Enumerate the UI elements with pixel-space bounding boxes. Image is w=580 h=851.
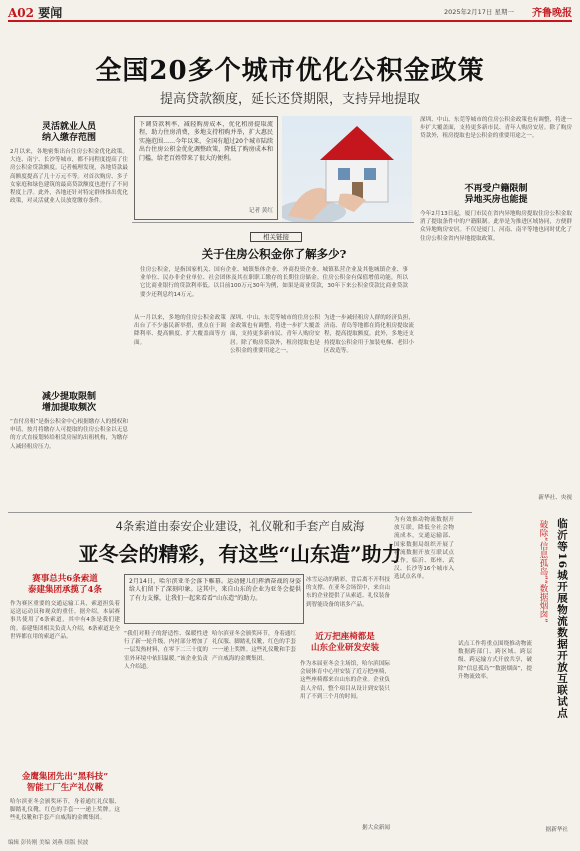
house-model-photo — [282, 116, 412, 222]
second-col4-byline: 据大众新闻 — [362, 825, 390, 831]
masthead-rule — [8, 20, 572, 22]
second-col1-heading-2: 金鹰集团先出“黑科技” 智能工厂生产礼仪靴 — [21, 772, 109, 793]
lead-col1-heading: 灵活就业人员 纳入缴存范围 — [41, 122, 96, 143]
lead-headline: 全国20多个城市优化公积金政策 — [95, 56, 485, 86]
lead-col5-heading: 不再受户籍限制 异地买房也能提 — [464, 184, 528, 205]
sidebar-col1-body: 为有效推动物流数据开放互联，降低全社会物流成本，交通运输部、国家数据局组织开展了物流数据开放互联试点工作，临沂、郑州、武汉、长沙等16个城市入选试点名单。 — [394, 517, 454, 581]
issue-date: 2025年2月17日 星期一 — [443, 8, 514, 16]
second-col2-body: 冰雪运动的精彩，背后离不开科技的支撑。在亚冬会场馆中，来自山东的企业提供了从索道、礼仪装备到智能设备的诸多产品。 — [306, 577, 390, 608]
lead-col5-body-top: 深圳、中山、东莞等城市的住房公积金政策也有调整，将进一步扩大覆盖面，支持更多新市民、青年人购房安居。除了购房贷款外，租房提取也是公积金的重要用途之一。 — [420, 117, 572, 140]
newspaper-logo: 齐鲁晚报 — [532, 8, 572, 19]
second-col3b-body: 哈尔滨亚冬会颁奖环节，身着通红礼仪服、脚踏礼仪靴，红色的手套一一递上奖牌。这些礼仪靴和手套产自威海的金鹰集团。 — [212, 631, 296, 662]
lead-subheadline: 提高贷款额度，延长还贷期限，支持异地提取 — [159, 92, 420, 107]
sidebar-subtitle: 破除“信息孤岛”“数据烟囱” — [538, 520, 548, 623]
masthead — [8, 4, 572, 18]
second-intro-box — [124, 574, 304, 624]
lead-intro-byline: 记者 黄红 — [248, 208, 273, 214]
second-col1-heading: 赛事总共6条索道 泰建集团承揽了4条 — [28, 574, 102, 595]
second-col1-body: 作为赛区重要的交通运输工具，索道担负着运送运动员和观众的重任。据介绍，本届赛事共使用了6条索道，其中有4条是我们建的。泰建集团相关负责人介绍，6条索道是全世界都在用的索道产品。 — [10, 601, 120, 640]
lead-col2-body: 从一月以来，多地的住房公积金政策出台了不少惠民新举措，重点在于调降利率、提高额度、扩大覆盖面等方面。 — [134, 315, 226, 346]
lead-col1-body: 2月以来，各地密集出台住房公积金优化政策。大连、南宁、长沙等城市，都不同程度提高了住房公积金贷款额度。记者梳理发现，各地贷款最高额度提高了几十万元不等。对首次购房、多子女家庭和绿色建筑的最高贷款额度也进行了不同程度上浮。此外，各地还针对特定群体推出优化政策，对灵活就业人员放宽缴存条件。 — [10, 149, 128, 205]
second-headline: 亚冬会的精彩，有这些“山东造”助力 — [78, 542, 402, 566]
lead-intro-text: 下调贷款利率、减轻购房成本，优化租房提取流程，助力住房消费，多地支持租购并举，扩大惠民实施范围……今年以来，全国有超过20个城市陆续出台住房公积金优化调整政策，降低了购房成本和门槛，给老百姓带来了很大的便利。 — [139, 121, 273, 162]
second-kicker: 4条索道由泰安企业建设，礼仪靴和手套产自威海 — [115, 519, 365, 533]
second-col3-body: “我们对鞋子的舒适性、保暖性进行了新一轮升级，内衬部分增加了一层发热材料，在零下二三十度的室外环境中依旧温暖。”该企业负责人介绍道。 — [124, 631, 208, 670]
lead-intro-box — [134, 116, 278, 220]
related-link-tag: 相关链接 — [250, 232, 302, 242]
second-col4-body: 作为本届亚冬会主场馆，哈尔滨国际会展体育中心里安装了近万把座椅，这些座椅都来自山东的企业。企业负责人介绍，整个项目从设计到安装只用了不到三个月的时间。 — [300, 661, 390, 700]
lead-col5-byline: 新华社、央视 — [538, 495, 572, 501]
page-footer: 编辑 彭传刚 美编 刘燕 组版 侯波 — [8, 840, 89, 846]
lead-col5-body: 今年2月13日起，厦门市民在省内异地购房提取住房公积金取消了提取条件中的户籍限制。此举是为推进区域协同，方便群众异地购房安居。不仅是厦门，河南、南平等地也同时优化了住房公积金省内异地提取政策。 — [420, 211, 572, 242]
lead-col1-heading-2: 减少提取限制 增加提取频次 — [41, 392, 96, 413]
sidebar-col2-body: 试点工作将重点围绕推动物流数据跨部门、跨区域、跨层级、跨运输方式开放共享，破除“信息孤岛”“数据烟囱”，提升物流效率。 — [458, 641, 532, 680]
lead-col1-body-2: “直付房租”是指公积金中心根据缴存人的授权和申请，按月将缴存人可提取的住房公积金以无息的方式直接划转给租赁房屋的出租机构，为缴存人减轻租房压力。 — [10, 419, 128, 450]
sidebar-title: 临沂等16城开展物流数据开放互联试点 — [556, 518, 568, 719]
section-divider — [8, 512, 472, 513]
related-link-body: 住房公积金，是指国家机关、国有企业、城镇集体企业、外商投资企业、城镇私营企业及其他城镇企业、事业单位、民办非企业单位、社会团体及其在职职工缴存的长期住房储金。住房公积金有保值增值功能，所以它比商业银行的贷款利率低。以目前100万元30年为例，如果是商业贷款，30年下来公积金贷款比商业贷款要少还利息约14万元。 — [140, 267, 408, 298]
sidebar-byline: 据新华社 — [545, 827, 568, 833]
second-col4-heading: 近万把座椅都是 山东企业研发安装 — [310, 632, 379, 653]
lead-col3-body: 深圳、中山、东莞等城市的住房公积金政策也有调整，将进一步扩大覆盖面，支持更多新市民、青年人购房安居。除了购房贷款外，租房提取也是公积金的重要用途之一。 — [230, 315, 320, 354]
house-model-illustration — [282, 116, 412, 222]
related-link-title: 关于住房公积金你了解多少? — [201, 247, 347, 261]
lead-col4-body: 为进一步减轻租房人群的经济负担，济南、青岛等地都在简化租房提取流程，提高提取额度。此外，多地还支持提取公积金用于加装电梯、老旧小区改造等。 — [324, 315, 414, 354]
second-col1-body-2: 哈尔滨亚冬会颁奖环节，身着通红礼仪服、脚踏礼仪靴，红色的手套一一递上奖牌。这些礼仪靴和手套产自威海的金鹰集团。 — [10, 799, 120, 822]
second-intro-text: 2月14日，哈尔滨亚冬会落下帷幕。运动健儿们挥洒奋战的身姿给人们留下了深刻印象。这其中，来自山东的企业为亚冬会提供了有力支撑，让我们一起来看看“山东造”的助力。 — [129, 578, 301, 602]
section-label: A02 要闻 — [8, 6, 63, 20]
